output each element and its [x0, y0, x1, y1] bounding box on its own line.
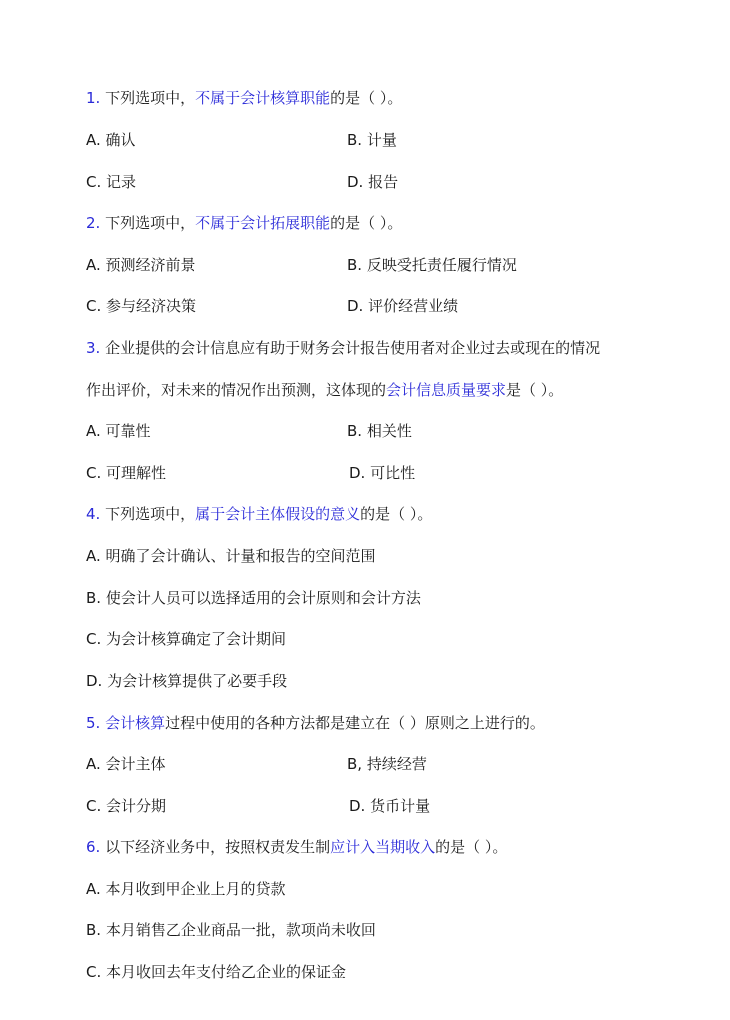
question-number: 6.	[86, 838, 101, 856]
option-c[interactable]: C. 本月收回去年支付给乙企业的保证金	[86, 963, 347, 981]
option-b[interactable]: B. 本月销售乙企业商品一批，款项尚未收回	[86, 921, 376, 939]
option-b[interactable]: B. 反映受托责任履行情况	[347, 256, 517, 274]
stem-text: 以下经济业务中，按照权责发生制	[100, 838, 331, 856]
stem-highlight: 会计信息质量要求	[386, 381, 507, 399]
stem-text: 过程中使用的各种方法都是建立在（ ）原则之上进行的。	[165, 714, 545, 732]
option-c[interactable]: C. 为会计核算确定了会计期间	[86, 630, 287, 648]
question-number: 1.	[86, 89, 101, 107]
option-d[interactable]: D. 可比性	[349, 464, 416, 482]
stem-highlight: 属于会计主体假设的意义	[195, 505, 361, 523]
question-number: 5.	[86, 714, 101, 732]
option-b[interactable]: B. 计量	[347, 131, 397, 149]
question-1-stem	[86, 88, 402, 108]
question-6-stem	[86, 837, 507, 857]
stem-text: 的是（ ）。	[330, 214, 403, 232]
stem-highlight: 不属于会计核算职能	[195, 89, 331, 107]
question-number: 2.	[86, 214, 101, 232]
option-a[interactable]: A. 预测经济前景	[86, 256, 196, 274]
option-b[interactable]: B, 持续经营	[347, 755, 427, 773]
question-3-stem-line2	[86, 380, 563, 400]
option-c[interactable]: C. 会计分期	[86, 797, 167, 815]
option-d[interactable]: D. 货币计量	[349, 797, 431, 815]
option-a[interactable]: A. 本月收到甲企业上月的贷款	[86, 880, 286, 898]
stem-text: 是（ ）。	[506, 381, 564, 399]
stem-text: 下列选项中，	[100, 214, 196, 232]
option-a[interactable]: A. 可靠性	[86, 422, 151, 440]
option-d[interactable]: D. 评价经营业绩	[347, 297, 459, 315]
stem-text: 下列选项中，	[100, 89, 196, 107]
question-5-stem	[86, 713, 545, 733]
question-2-stem	[86, 213, 402, 233]
option-a[interactable]: A. 确认	[86, 131, 136, 149]
stem-text: 的是（ ）。	[360, 505, 433, 523]
question-3-stem-line1	[86, 338, 600, 358]
stem-text: 下列选项中，	[100, 505, 196, 523]
option-b[interactable]: B. 相关性	[347, 422, 412, 440]
option-d[interactable]: D. 报告	[347, 173, 399, 191]
option-c[interactable]: C. 参与经济决策	[86, 297, 197, 315]
stem-text: 作出评价，对未来的情况作出预测，这体现的	[86, 381, 387, 399]
stem-text: 的是（ ）。	[435, 838, 508, 856]
option-a[interactable]: A. 明确了会计确认、计量和报告的空间范围	[86, 547, 376, 565]
question-number: 3.	[86, 339, 101, 357]
stem-text: 企业提供的会计信息应有助于财务会计报告使用者对企业过去或现在的情况	[100, 339, 601, 357]
option-c[interactable]: C. 记录	[86, 173, 137, 191]
question-number: 4.	[86, 505, 101, 523]
stem-highlight: 应计入当期收入	[330, 838, 436, 856]
option-d[interactable]: D. 为会计核算提供了必要手段	[86, 672, 288, 690]
option-c[interactable]: C. 可理解性	[86, 464, 167, 482]
question-4-stem	[86, 504, 432, 524]
stem-highlight: 会计核算	[100, 714, 166, 732]
option-b[interactable]: B. 使会计人员可以选择适用的会计原则和会计方法	[86, 589, 421, 607]
option-a[interactable]: A. 会计主体	[86, 755, 166, 773]
stem-text: 的是（ ）。	[330, 89, 403, 107]
stem-highlight: 不属于会计拓展职能	[195, 214, 331, 232]
